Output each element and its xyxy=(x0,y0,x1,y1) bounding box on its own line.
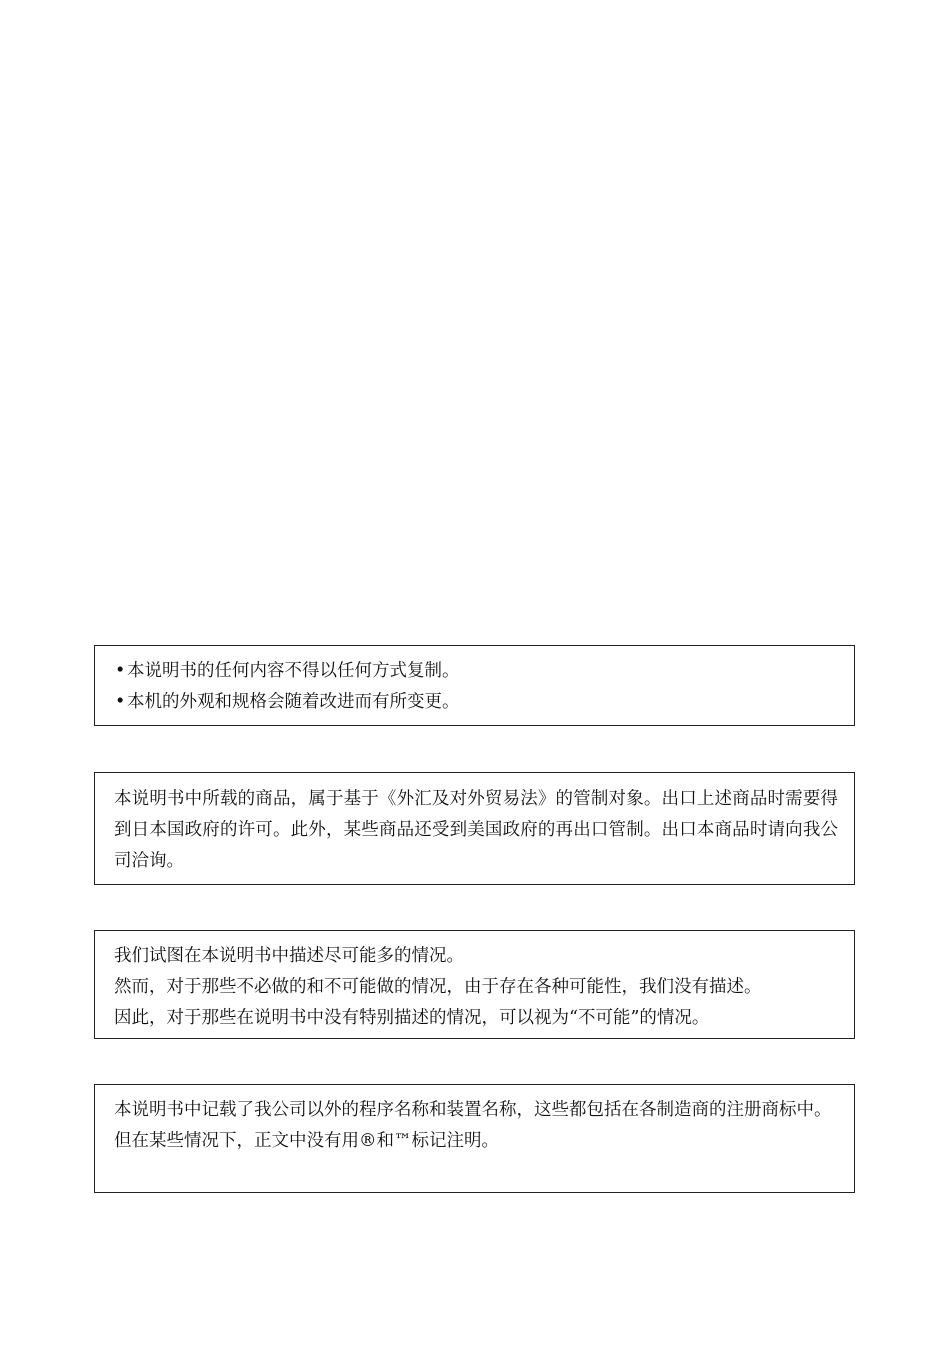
copyright-notice-text-1: 本说明书的任何内容不得以任何方式复制。 xyxy=(127,661,460,681)
bullet-icon: • xyxy=(115,692,126,712)
bullet-icon: • xyxy=(115,661,126,681)
trademark-notice-paragraph-1: 本说明书中记载了我公司以外的程序名称和装置名称，这些都包括在各制造商的注册商标中。 xyxy=(114,1100,832,1120)
description-scope-notice-box xyxy=(94,930,855,1039)
export-control-notice-text: 本说明书中所载的商品，属于基于《外汇及对外贸易法》的管制对象。出口上述商品时需要得到日本国政府的许可。此外，某些商品还受到美国政府的再出口管制。出口本商品时请向我公司洽询。 xyxy=(114,789,838,871)
copyright-notice-box xyxy=(94,645,855,726)
copyright-notice-text-2: 本机的外观和规格会随着改进而有所变更。 xyxy=(127,692,460,712)
scope-notice-line-3: 因此，对于那些在说明书中没有特别描述的情况，可以视为“不可能”的情况。 xyxy=(114,1008,710,1028)
trademark-notice-box xyxy=(94,1084,855,1193)
trademark-notice-paragraph-2: 但在某些情况下，正文中没有用®和™标记注明。 xyxy=(114,1131,499,1151)
export-control-notice-box xyxy=(94,772,855,885)
scope-notice-line-2: 然而，对于那些不必做的和不可能做的情况，由于存在各种可能性，我们没有描述。 xyxy=(114,977,762,997)
copyright-notice-item-2 xyxy=(115,687,838,718)
scope-notice-line-1: 我们试图在本说明书中描述尽可能多的情况。 xyxy=(114,946,464,966)
copyright-notice-item-1 xyxy=(115,656,838,687)
